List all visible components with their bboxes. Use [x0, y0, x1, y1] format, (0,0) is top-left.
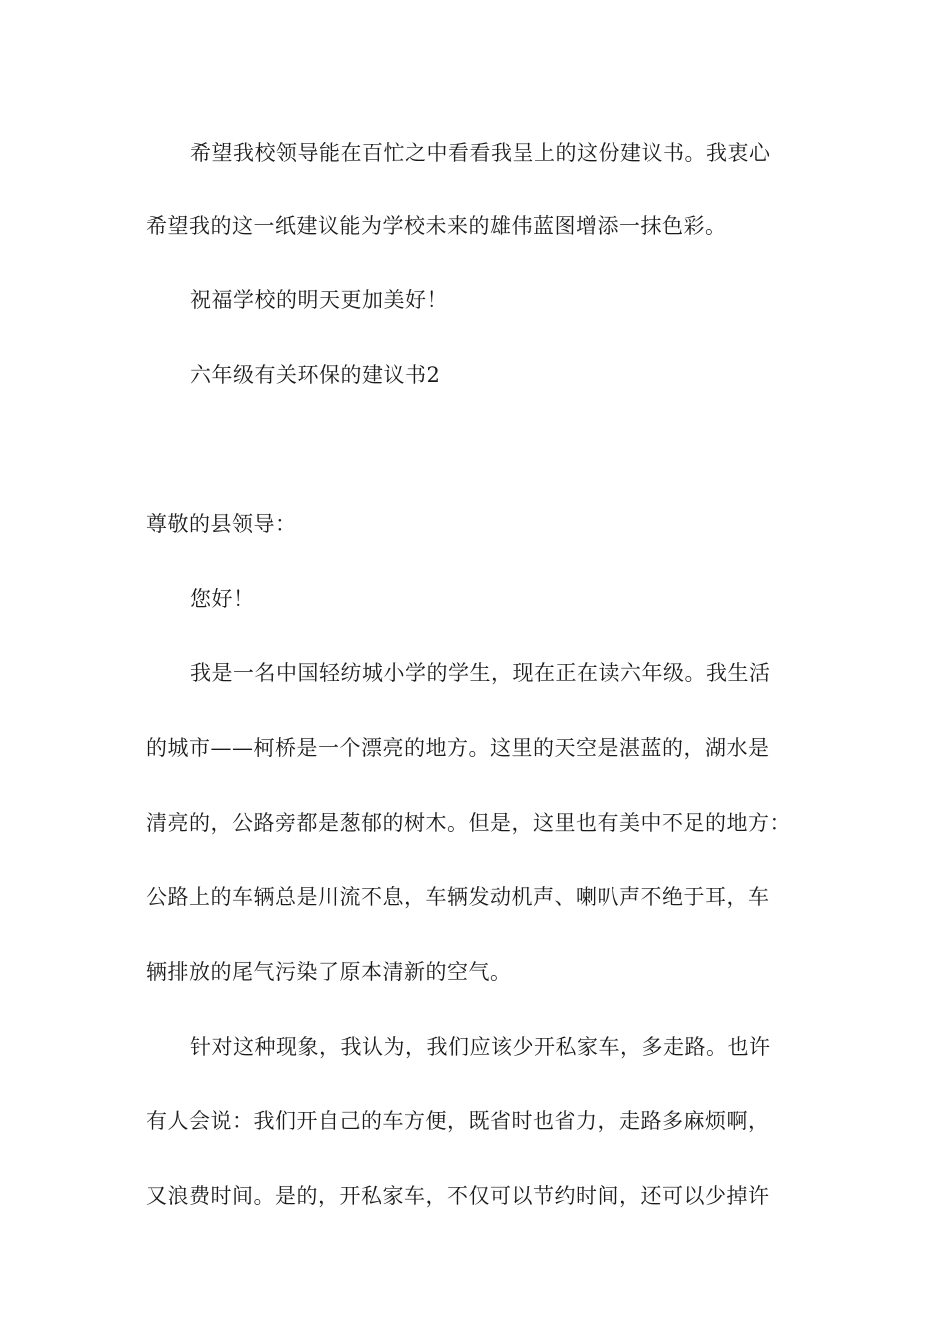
paragraph-line: 希望我校领导能在百忙之中看看我呈上的这份建议书。我衷心 — [190, 141, 771, 165]
paragraph-line: 辆排放的尾气污染了原本清新的空气。 — [146, 960, 512, 984]
paragraph-line: 希望我的这一纸建议能为学校未来的雄伟蓝图增添一抹色彩。 — [146, 214, 727, 238]
salutation: 尊敬的县领导： — [146, 512, 297, 536]
paragraph-line: 针对这种现象，我认为，我们应该少开私家车，多走路。也许 — [190, 1035, 771, 1059]
paragraph-line: 我是一名中国轻纺城小学的学生，现在正在读六年级。我生活 — [190, 661, 771, 685]
paragraph-line: 清亮的，公路旁都是葱郁的树木。但是，这里也有美中不足的地方： — [146, 811, 791, 835]
paragraph-line: 的城市——柯桥是一个漂亮的地方。这里的天空是湛蓝的，湖水是 — [146, 736, 770, 760]
paragraph-line: 公路上的车辆总是川流不息，车辆发动机声、喇叭声不绝于耳，车 — [146, 885, 770, 909]
paragraph-line: 祝福学校的明天更加美好！ — [190, 288, 448, 312]
paragraph-line: 有人会说：我们开自己的车方便，既省时也省力，走路多麻烦啊， — [146, 1109, 770, 1133]
section-heading: 六年级有关环保的建议书2 — [190, 363, 441, 387]
greeting: 您好！ — [190, 587, 255, 611]
paragraph-line: 又浪费时间。是的，开私家车，不仅可以节约时间，还可以少掉许 — [146, 1184, 770, 1208]
